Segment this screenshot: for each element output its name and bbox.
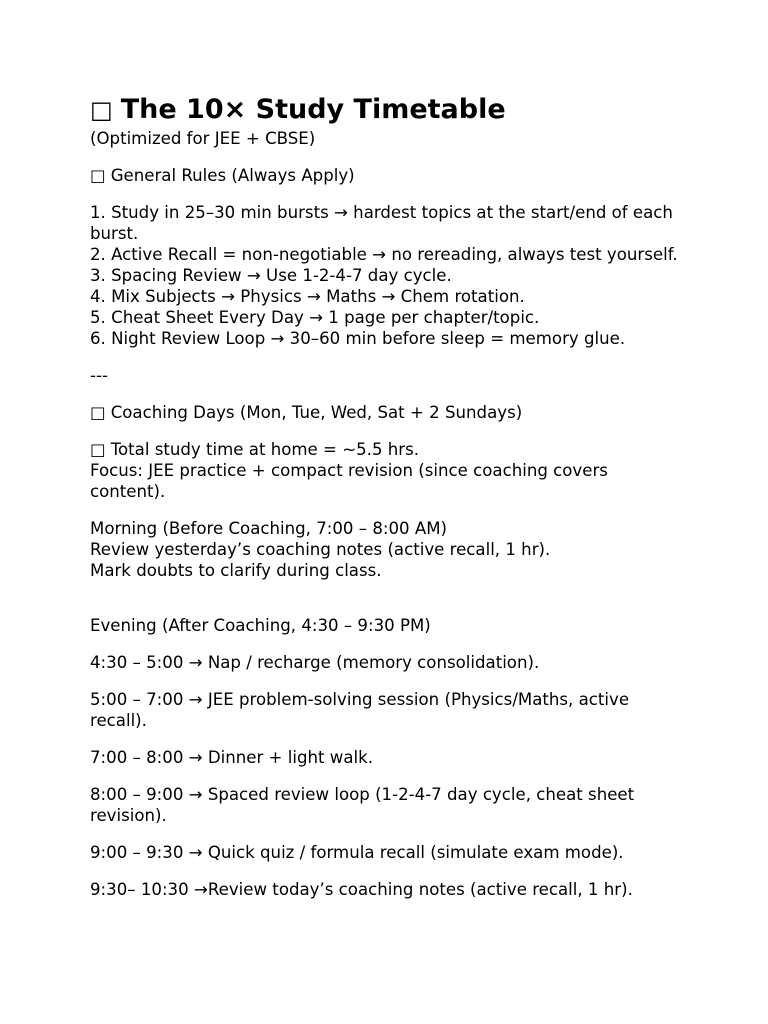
evening-item: 5:00 – 7:00 → JEE problem-solving session (Physics/Maths, active recall).: [90, 690, 630, 730]
subtitle: (Optimized for JEE + CBSE): [90, 129, 316, 148]
rules-heading-text: General Rules (Always Apply): [110, 166, 355, 185]
document-title: [90, 92, 680, 128]
rule-item: 5. Cheat Sheet Every Day → 1 page per chapter/topic.: [90, 308, 540, 327]
rule-item: 2. Active Recall = non-negotiable → no rereading, always test yourself.: [90, 245, 678, 264]
rules-list: [90, 202, 680, 349]
rule-item: 6. Night Review Loop → 30–60 min before sleep = memory glue.: [90, 329, 626, 348]
document-page: [90, 92, 680, 900]
missing-glyph-icon: □: [90, 166, 106, 185]
rule-item: 3. Spacing Review → Use 1-2-4-7 day cycle.: [90, 266, 452, 285]
divider: ---: [90, 366, 108, 385]
rule-item: 4. Mix Subjects → Physics → Maths → Chem rotation.: [90, 287, 525, 306]
coaching-heading-text: Coaching Days (Mon, Tue, Wed, Sat + 2 Sundays): [110, 403, 523, 422]
evening-item: 9:30– 10:30 →Review today’s coaching notes (active recall, 1 hr).: [90, 880, 633, 899]
total-study-time: [90, 439, 680, 460]
morning-line: Mark doubts to clarify during class.: [90, 561, 382, 580]
rule-item: 1. Study in 25–30 min bursts → hardest topics at the start/end of each burst.: [90, 203, 673, 243]
missing-glyph-icon: □: [90, 440, 106, 459]
missing-glyph-icon: □: [90, 403, 106, 422]
missing-glyph-icon: □: [90, 96, 113, 124]
evening-heading: Evening (After Coaching, 4:30 – 9:30 PM): [90, 616, 431, 635]
evening-item: 8:00 – 9:00 → Spaced review loop (1-2-4-7 day cycle, cheat sheet revision).: [90, 785, 635, 825]
evening-item: 7:00 – 8:00 → Dinner + light walk.: [90, 748, 374, 767]
focus-line: Focus: JEE practice + compact revision (since coaching covers content).: [90, 461, 608, 501]
rules-heading: [90, 165, 680, 186]
evening-item: 4:30 – 5:00 → Nap / recharge (memory consolidation).: [90, 653, 540, 672]
evening-item: 9:00 – 9:30 → Quick quiz / formula recall (simulate exam mode).: [90, 843, 624, 862]
morning-heading: Morning (Before Coaching, 7:00 – 8:00 AM): [90, 519, 448, 538]
morning-line: Review yesterday’s coaching notes (active recall, 1 hr).: [90, 540, 551, 559]
title-text: The 10× Study Timetable: [120, 94, 506, 125]
total-study-time-text: Total study time at home = ~5.5 hrs.: [110, 440, 420, 459]
coaching-heading: [90, 402, 680, 423]
